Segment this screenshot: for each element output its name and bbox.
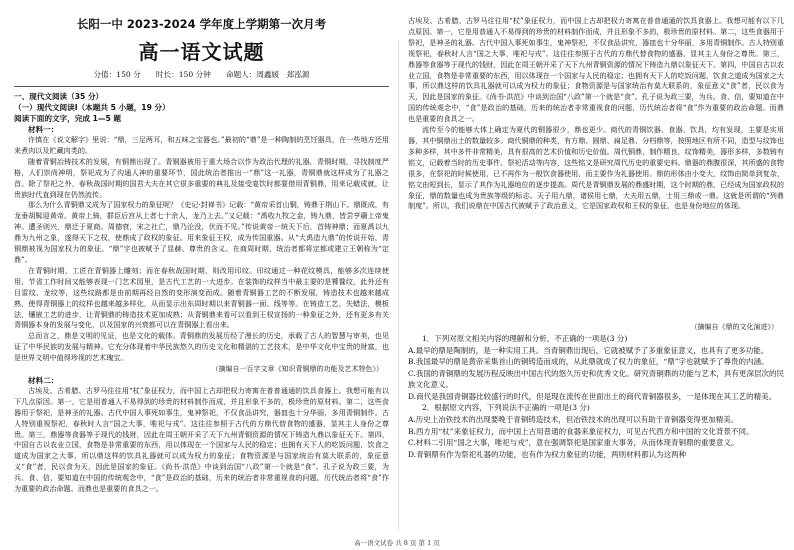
exam-meta: 分值：150 分 时长：150 分钟 命题人：周鑫媛 郑泓源 [93, 70, 310, 79]
question-stem: 1．下列对原文相关内容的理解和分析，不正确的一项是(3 分) [422, 333, 628, 343]
material-label: 材料二： [28, 375, 59, 385]
question-2 [408, 402, 784, 460]
header-rule [14, 86, 389, 87]
question-option: D.青铜鼎有作为祭祀礼器的功能，也有作为权力象征的功能，两则材料都认为这两种 [408, 449, 687, 459]
question-option: C.我国的青铜鼎的发展历程反映出中国古代的悠久历史和优秀文化。研究青铜鼎的功能与艺术，具有更深层次的民族文化意义。 [408, 368, 784, 390]
exam-title: 长阳一中 2023-2024 学年度上学期第一次月考 [76, 17, 327, 31]
material2-paragraph: 古埃及、古希腊、古罗马往往用“杖”象征权力，而中国上古却把权力寄寓在普普通通的饮具食器上。我想可能有以下几点原因。第一，它是用普通人不易得到的珍贵的材料制作而成，并且形象不多的，极珍贵的原材料。第二，这些食器用于祭祀，是神圣的礼器。古代中国人事死如事生，鬼神祭祀，不仅食品讲究，器皿也十分华丽，多用青铜制作。古人特别重视祭祀，春秋时人言“国之大事，唯祀与戎”。这往往参照于古代的方鼎代替食物的盛器，显其主人身份之尊贵。第三，鼎器等食器等于现代的钱财，因此在周王朝开采了天下九州青铜资源的情况下铸造九鼎以象征天下。第四，中国自古以农业立国，食物是非常重要的东西，用以体现在一个国家与人民的稳定；也拥有天下人的吃饭问题，饮食之道成为国家之大事，所以鼎这样的饮具礼器就可以成为权力的象征；食物资源是与国家统治有莫大联系的，象征意义“食”者，民以食为天，因此是国家的象征。《尚书·洪范》中谈到治国“八政”第一个就是“食”。孔子说为政三要，为兵、食、信，要知道在中国的传统观念中，“食”是政治的基础，历来的统治者非常重视食的问题，历代统治者将“食”作为重要的政治命题。而鼎也是重要的食具之一。 [408, 16, 784, 124]
material2-paragraph: 古埃及、古希腊、古罗马往往用“杖”象征权力，而中国上古却把权力寄寓在普普通通的饮具食器上。我想可能有以下几点原因。第一，它是用普通人不易得到的珍贵的材料制作而成，并且形象不多的，极珍贵的原材料。第二，这些食器用于祭祀，是神圣的礼器。古代中国人事死如事生，鬼神祭祀，不仅食品讲究，器皿也十分华丽，多用青铜制作。古人特别重视祭祀，春秋时人言“国之大事，唯祀与戎”。这往往参照于古代的方鼎代替食物的盛器，显其主人身份之尊贵。第三，鼎器等食器等于现代的钱财，因此在周王朝开采了天下九州青铜资源的情况下铸造九鼎以象征天下。第四，中国自古以农业立国，食物是非常重要的东西，用以体现在一个国家与人民的稳定；也拥有天下人的吃饭问题，饮食之道成为国家之大事，所以鼎这样的饮具礼器就可以成为权力的象征；食物资源是与国家统治有莫大联系的，象征意义“食”者，民以食为天，因此是国家的象征。《尚书·洪范》中谈到治国“八政”第一个就是“食”。孔子说为政三要，为兵、食、信，要知道在中国的传统观念中，“食”是政治的基础，历来的统治者非常重视食的问题，历代统治者将“食”作为重要的政治命题。而鼎也是重要的食具之一。 [14, 385, 389, 494]
material1-source: （摘编自一百字文章《知识青铜鼎的功能及艺术特色》） [211, 365, 383, 374]
material-label: 材料一： [28, 125, 59, 134]
question-stem: 2．根据原文内容，下列说法不正确的一项是(3 分) [422, 403, 590, 413]
material2-continued [408, 16, 784, 322]
question-option: A.历史上冶铁技术的出现要晚于青铜铸造技术，但冶铁技术的出现可以有助于青铜器变得更加精美。 [408, 415, 739, 425]
material2-paragraph: 流传至今的能够大体上确定为夏代的铜器很少，鼎也更少。商代的青铜饮器、食器、饮具，均有发现，主要是实用器，其中铜鼎出土的数量较多。商代铜鼎的种类，有方鼎、圆鼎、扁足鼎、分档鼎等，按照地区有所不同，造型与纹饰也多种多样，其中多件非常精美，具有很高的艺术价值和历史价值。周代铜鼎，制作精良，纹饰精美，器形多样，多数铸有铭文，记载着当时的历史事件、祭祀活动等内容，这些铭文是研究周代历史的重要史料。鼎器的鼎腹很深，其所盛的食物很多，在祭祀的时候使用，已不再作为一般饮食器使用，而主要作为礼器使用。鼎的形体由小变大，纹饰由简单到复杂，铭文由短到长，显示了其作为礼器地位的逐步提高。周代是青铜鼎发展的鼎盛时期，这个时期的鼎，已经成为国家政权的象征，鼎的数量也成为贵族等级的标志。天子用九鼎，诸侯用七鼎，大夫用五鼎，士用三鼎或一鼎。这就是所谓的“列鼎制度”。所以，我们说鼎在中国古代被赋予了政治意义，它是国家政权和王权的象征，也是身份地位的体现。 [408, 125, 784, 211]
section-heading: 一、现代文阅读（35 分） [14, 92, 104, 101]
material1-paragraph: 那么为什么青铜鼎又成为了国家权力的象征呢？《史记·封禅书》记载：“黄帝采首山铜，铸鼎于荆山下。鼎既成，有龙垂胡髯迎黄帝。黄帝上骑，群臣后宫从上者七十余人，龙乃上去。”又记载：“禹收九牧之金，铸九鼎，皆尝亨鬺上帝鬼神。遭圣则兴，鼎迁于夏商。周德衰，宋之社亡，鼎乃沦没，伏而不见。”传说黄帝一统天下后，首铸神鼎；而夏禹以九鼎为九州之象，遂得天下之权，使鼎成了政权的象征。用来象征王权，成为传国重器。从“大禹造九鼎”的传说开始，青铜鼎被视为国家权力的象征。“鼎”字也被赋予了显赫、尊贵的含义。在商周时期，统治者都将定都或建立王朝称为“定鼎”。 [14, 200, 389, 264]
right-column [408, 16, 784, 460]
page-footer: 高一语文试卷 共 8 页 第 1 页 [354, 539, 440, 547]
question-option: D.商代是我国青铜器比较盛行的时代，但是现在流传在世面出土的商代青铜器很多，一是体现在其工艺的精美。 [408, 391, 777, 401]
material1-paragraph: 在青铜时期，工匠在青铜器上雕刻；而在春秋战国时期，则改用印纹。印纹通过一种花纹模具，能够多次连续使用，节省工作时间又能够表现一门艺术园里，是古代工艺的一大进步。在装饰的纹样当中最主要的是饕餮纹，此外还有目雷纹、龙纹等，这些纹路都是由前期再经自然的变形演变而成。随着青铜器工艺的不断发展，铸造技术也越来越成熟，使得青铜器上的纹样也越来越多样化，从而显示出东周时期以来青铜器一面、线等等。在铸造工艺，失蜡法，模板法，镶嵌工艺的进步，让青铜鼎的铸造技术更加成熟；从青铜鼎来看可以看到王权宣扬的一种象征之外，还有更多有关青铜器本身的发展与变化，以及国家的兴衰都可以在青铜器上看出来。 [14, 265, 389, 330]
reading-instruction: 阅读下面的文字，完成 1—5 题 [14, 114, 121, 123]
subsection-heading: （一）现代文阅读Ⅰ（本题共 5 小题，19 分） [14, 103, 170, 112]
column-divider [398, 40, 399, 530]
question-option: B.西方用“杖”来象征权力，而中国上古用普通的食器来象征权力，可见古代西方和中国的文化背景不同。 [408, 426, 754, 436]
material2-source: （摘编自《鼎的文化演进》） [690, 323, 778, 331]
material1-paragraph: 许慎在《说文解字》里说：“鼎，三足两耳，和五味之宝器也。”最初的“鼎”是一种陶制的烹饪器具，在一些地方还用来煮肉以及贮藏肉类的。 [14, 135, 389, 155]
question-option: B.我国最早的鼎是黄帝采集首山的铜铸造而成的，从此鼎就成了权力的象征，“鼎”字也就赋予了尊贵的内涵。 [408, 357, 769, 367]
subject-title: 高一语文试题 [138, 40, 265, 64]
material1-paragraph: 随着青铜冶铸技术的发展，有铜鼎出现了。青铜器被用于重大场合以作为政治代理的礼器，青铜时期，寻找制度严格，人们崇尚神明，祭祀成为了沟通人神的重要环节，国此统治者推出一“鼎”这一礼器，青铜鼎就这样成为了礼器之首。除了祭祀之外，春秋战国时期的国君大夫在其它很多重要的典礼及接受宴饮时都要借用青铜鼎，用来记载成就，让贵族时代直到现在仍然流传。 [14, 156, 389, 199]
left-column [14, 10, 389, 494]
question-option: C.材料二引用“国之大事，唯祀与戎”，意在强调祭祀是国家重大事务，从而体现青铜鼎的重要意义。 [408, 438, 739, 448]
question-1 [408, 333, 784, 403]
question-option: A.最早的鼎是陶制的，是一种实用工具。当青铜鼎出现后，它就被赋予了多重象征意义，也具有了更多功能。 [408, 345, 769, 355]
material1-paragraph: 总而言之，鼎是文明的见证，也是文化的载体。青铜鼎的发展历经了漫长的历史，承载了古人的智慧与审美，也见证了中华民族的发展与精神。它充分体现着中华民族悠久的历史文化和精湛的工艺技术，是中华文化中宝贵的财富，也是世界文明中值得珍视的艺术瑰宝。 [14, 331, 389, 363]
